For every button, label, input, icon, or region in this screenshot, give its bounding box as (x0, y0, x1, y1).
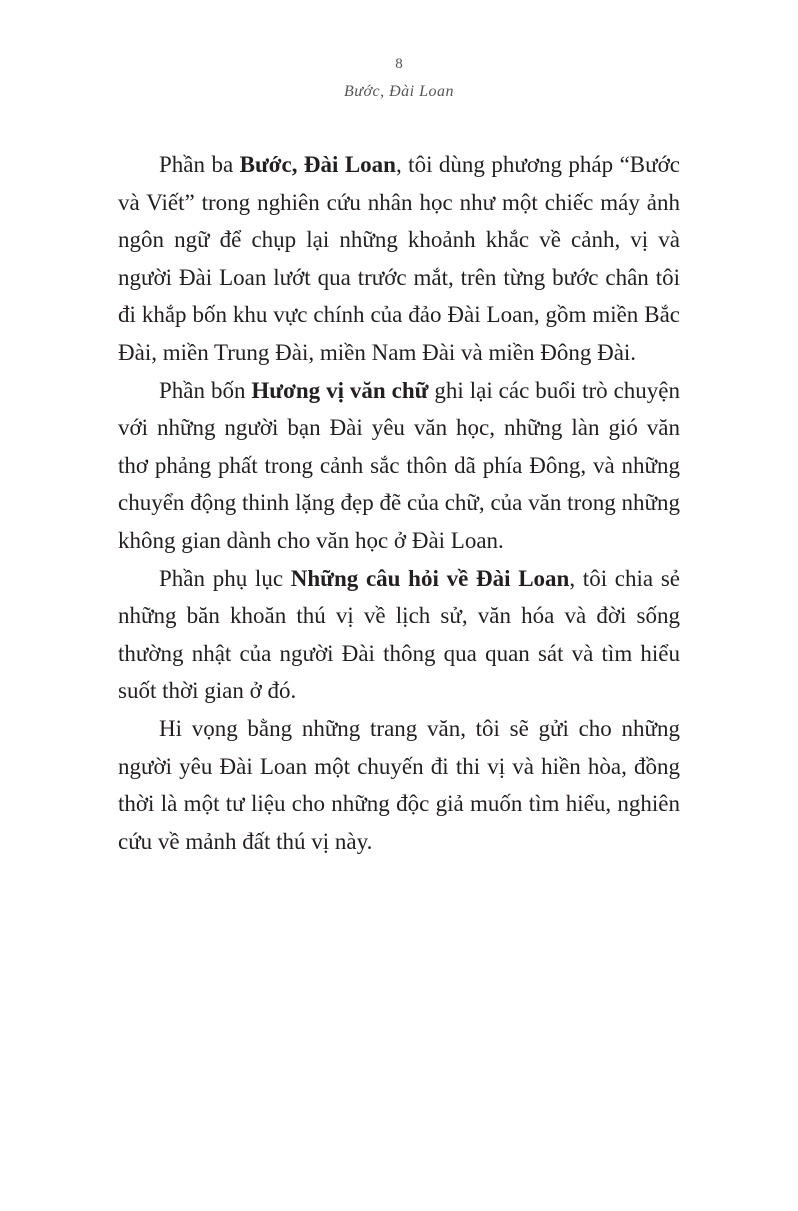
paragraph-lead: Phần bốn (159, 377, 252, 403)
paragraph-lead: Phần ba (159, 152, 240, 177)
paragraph-appendix (118, 560, 680, 710)
section-title-bold: Bước, Đài Loan (239, 152, 396, 177)
paragraph-text: ghi lại các buổi trò chuyện với những người bạn Đài yêu văn học, những làn gió văn thơ phảng phất trong cảnh sắc thôn dã phía Đông, và những chuyển động thinh lặng đẹp đẽ của chữ, của văn trong những không gian dành cho văn học ở Đài Loan. (118, 377, 680, 553)
paragraph-part-three (118, 146, 680, 372)
section-title-bold: Những câu hỏi về Đài Loan (290, 565, 570, 591)
page-number: 8 (395, 56, 403, 72)
running-title: Bước, Đài Loan (343, 83, 455, 100)
section-title-bold: Hương vị văn chữ (251, 377, 429, 403)
paragraph-lead: Phần phụ lục (159, 565, 291, 591)
paragraph-text: , tôi chia sẻ những băn khoăn thú vị về lịch sử, văn hóa và đời sống thường nhật của người Đài thông qua quan sát và tìm hiểu suốt thời gian ở đó. (118, 565, 680, 704)
paragraph-part-four (118, 372, 680, 560)
paragraph-text: , tôi dùng phương pháp “Bước và Viết” trong nghiên cứu nhân học như một chiếc máy ảnh ngôn ngữ để chụp lại những khoảnh khắc về cảnh, vị và người Đài Loan lướt qua trước mắt, trên từng bước chân tôi đi khắp bốn khu vực chính của đảo Đài Loan, gồm miền Bắc Đài, miền Trung Đài, miền Nam Đài và miền Đông Đài. (118, 152, 680, 365)
body-text (118, 146, 680, 860)
paragraph-closing: Hi vọng bằng những trang văn, tôi sẽ gửi cho những người yêu Đài Loan một chuyến đi thi vị và hiền hòa, đồng thời là một tư liệu cho những độc giả muốn tìm hiểu, nghiên cứu về mảnh đất thú vị này. (118, 715, 680, 854)
